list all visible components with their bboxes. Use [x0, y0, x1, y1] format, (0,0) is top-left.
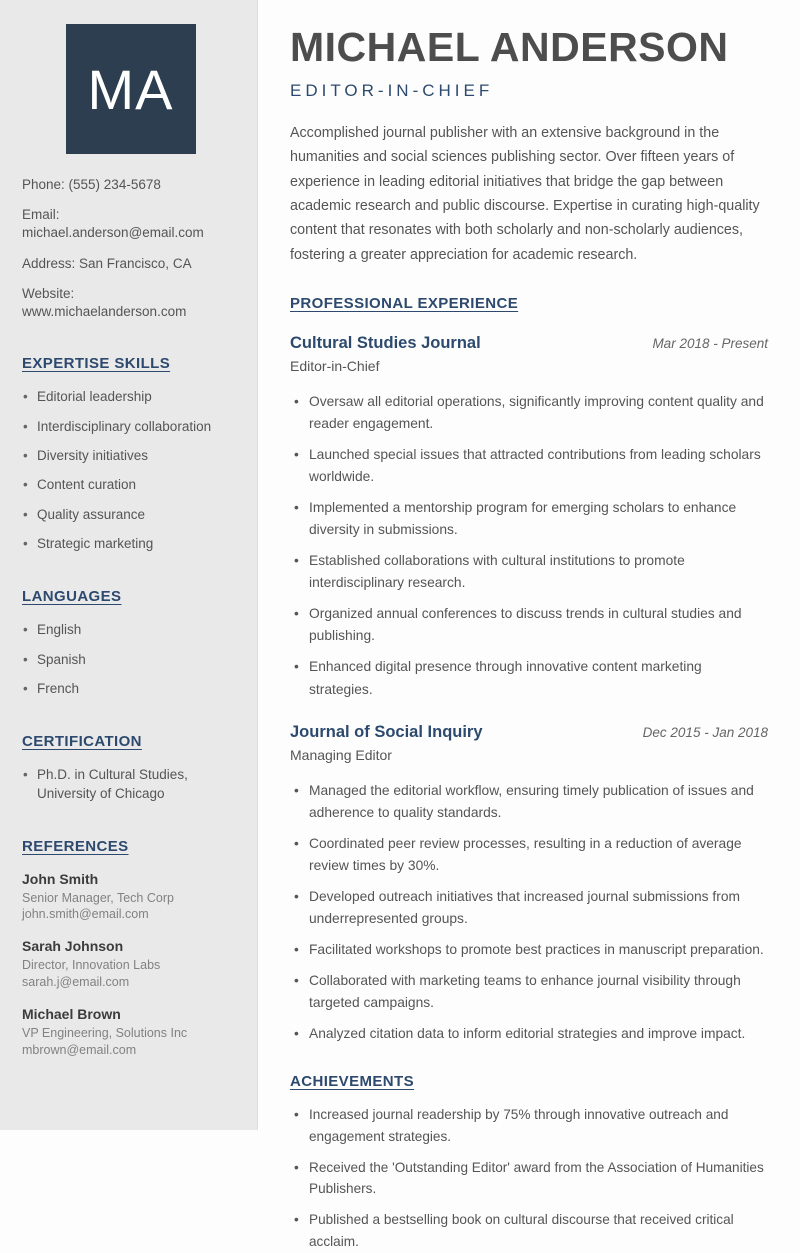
certification-list	[22, 766, 239, 804]
main-column	[258, 0, 800, 1249]
job-bullet: • Launched special issues that attracted contributions from leading scholars worldwide.	[290, 444, 768, 488]
certification-heading: CERTIFICATION	[22, 732, 142, 750]
list-item: • Interdisciplinary collaboration	[22, 418, 239, 437]
reference-role: Director, Innovation Labs	[22, 958, 161, 973]
languages-heading: LANGUAGES	[22, 588, 122, 606]
job-bullet: • Analyzed citation data to inform editorial strategies and improve impact.	[290, 1023, 768, 1045]
job-bullet: • Collaborated with marketing teams to enhance journal visibility through targeted campaigns.	[290, 970, 768, 1014]
reference-entry	[22, 938, 239, 991]
sidebar	[0, 0, 258, 1130]
achievements-heading: ACHIEVEMENTS	[290, 1073, 414, 1091]
expertise-skills-list	[22, 388, 239, 554]
job-company: Journal of Social Inquiry	[290, 722, 483, 741]
job-bullet: • Established collaborations with cultural institutions to promote interdisciplinary research.	[290, 550, 768, 594]
contact-address: Address: San Francisco, CA	[22, 255, 192, 271]
achievement-bullet: • Received the 'Outstanding Editor' award from the Association of Humanities Publishers.	[290, 1157, 768, 1201]
job-dates: Mar 2018 - Present	[652, 335, 768, 351]
list-item: • Quality assurance	[22, 506, 239, 525]
contact-email: Email: michael.anderson@email.com	[22, 207, 204, 241]
list-item: • Strategic marketing	[22, 535, 239, 554]
list-item: • English	[22, 621, 239, 640]
job-header	[290, 334, 768, 353]
list-item: • Ph.D. in Cultural Studies, University of Chicago	[22, 766, 239, 804]
reference-email: john.smith@email.com	[22, 907, 149, 922]
list-item: • French	[22, 680, 239, 699]
professional-experience-heading: PROFESSIONAL EXPERIENCE	[290, 294, 519, 312]
job-header	[290, 723, 768, 742]
job-dates: Dec 2015 - Jan 2018	[642, 724, 768, 740]
job-company: Cultural Studies Journal	[290, 333, 481, 352]
reference-email: sarah.j@email.com	[22, 975, 130, 990]
job-role: Managing Editor	[290, 746, 392, 763]
job-entry	[290, 334, 768, 701]
job-bullet: • Coordinated peer review processes, resulting in a reduction of average review times by 30%.	[290, 833, 768, 877]
section-languages	[22, 588, 239, 699]
reference-name: Michael Brown	[22, 1006, 121, 1023]
contact-info	[22, 176, 239, 321]
reference-name: Sarah Johnson	[22, 938, 124, 955]
person-name: MICHAEL ANDERSON	[290, 24, 729, 70]
job-bullet: • Organized annual conferences to discuss trends in cultural studies and publishing.	[290, 603, 768, 647]
expertise-skills-heading: EXPERTISE SKILLS	[22, 355, 171, 373]
job-role: Editor-in-Chief	[290, 357, 380, 374]
contact-phone: Phone: (555) 234-5678	[22, 177, 161, 192]
references-heading: REFERENCES	[22, 837, 129, 855]
avatar	[66, 24, 196, 154]
job-bullet: • Facilitated workshops to promote best practices in manuscript preparation.	[290, 939, 768, 961]
section-certification	[22, 733, 239, 804]
reference-email: mbrown@email.com	[22, 1042, 137, 1057]
list-item: • Editorial leadership	[22, 388, 239, 407]
list-item: • Diversity initiatives	[22, 447, 239, 466]
job-bullet-list	[290, 391, 768, 701]
job-bullet: • Oversaw all editorial operations, significantly improving content quality and reader engagement.	[290, 391, 768, 435]
person-title: EDITOR-IN-CHIEF	[290, 81, 494, 101]
job-bullet: • Enhanced digital presence through innovative content marketing strategies.	[290, 656, 768, 700]
achievement-bullet: • Published a bestselling book on cultural discourse that received critical acclaim.	[290, 1209, 768, 1253]
job-entry	[290, 723, 768, 1046]
job-bullet-list	[290, 780, 768, 1046]
job-bullet: • Developed outreach initiatives that increased journal submissions from underrepresented groups.	[290, 886, 768, 930]
reference-role: Senior Manager, Tech Corp	[22, 890, 174, 905]
section-expertise-skills	[22, 355, 239, 554]
reference-entry	[22, 871, 239, 924]
section-references	[22, 838, 239, 1059]
achievements-list	[290, 1104, 768, 1253]
list-item: • Spanish	[22, 651, 239, 670]
reference-role: VP Engineering, Solutions Inc	[22, 1026, 188, 1041]
reference-entry	[22, 1006, 239, 1059]
reference-name: John Smith	[22, 870, 99, 887]
job-bullet: • Managed the editorial workflow, ensuring timely publication of issues and adherence to quality standards.	[290, 780, 768, 824]
achievement-bullet: • Increased journal readership by 75% through innovative outreach and engagement strategies.	[290, 1104, 768, 1148]
avatar-initials: MA	[87, 57, 174, 121]
list-item: • Content curation	[22, 476, 239, 495]
languages-list	[22, 621, 239, 699]
job-bullet: • Implemented a mentorship program for emerging scholars to enhance diversity in submissions.	[290, 497, 768, 541]
contact-website: Website: www.michaelanderson.com	[22, 285, 187, 320]
summary-paragraph: Accomplished journal publisher with an extensive background in the humanities and social sciences publishing sector. Over fifteen years of experience in leading editorial initiatives that bridge the gap between academic research and public discourse. Expertise in curating high-quality content that resonates with both scholarly and non-scholarly audiences, fostering a greater appreciation for academic research.	[290, 125, 760, 263]
